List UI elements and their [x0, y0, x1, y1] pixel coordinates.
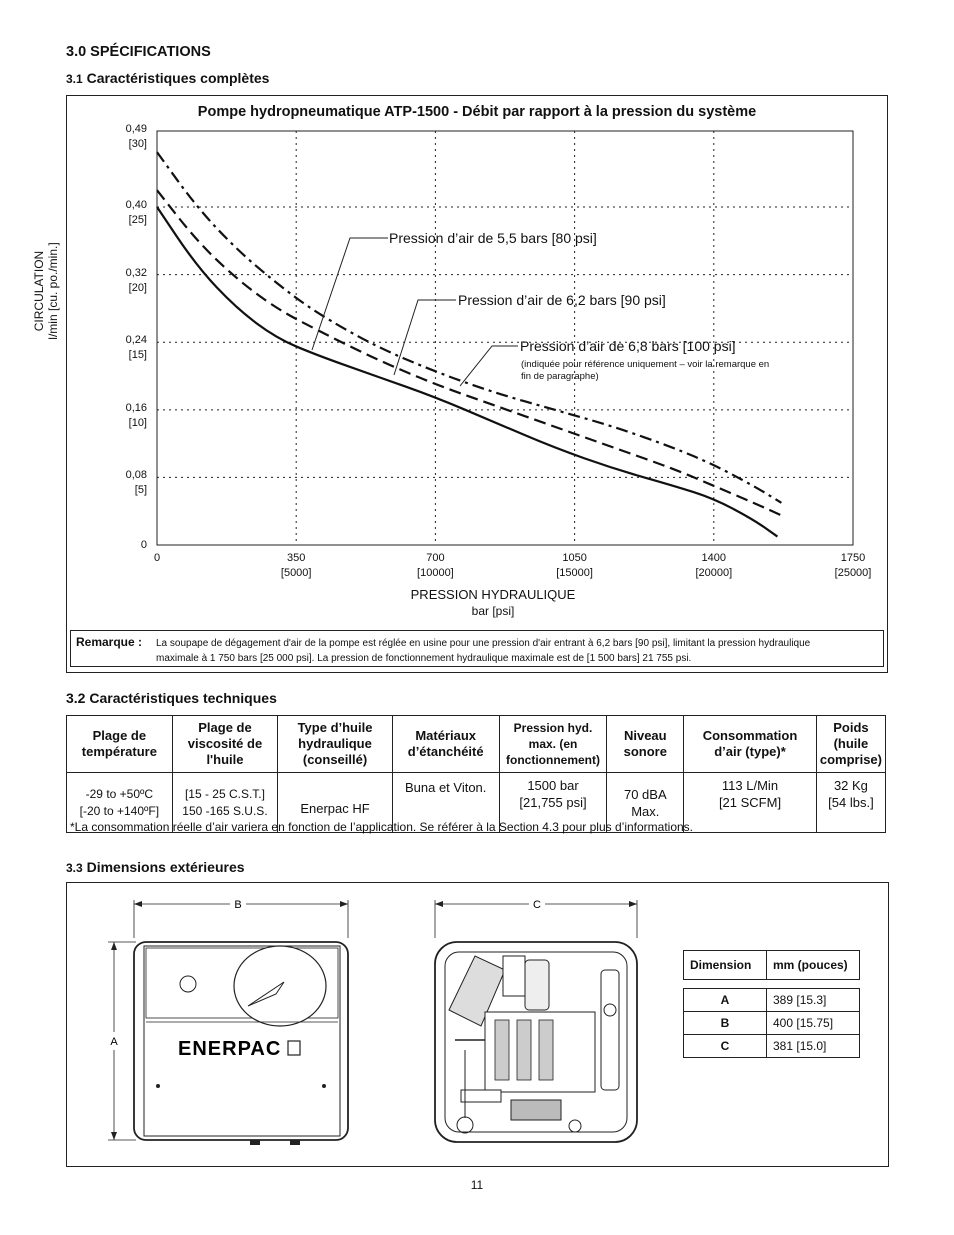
- remark-box: [70, 630, 884, 667]
- spec-value-weight: 32 Kg [54 lbs.]: [816, 773, 885, 833]
- spec-header-noise: Niveau sonore: [607, 716, 684, 773]
- y-tick-label-3: 0,24 [15]: [125, 334, 147, 362]
- dim-row-c-label: C: [684, 1035, 767, 1058]
- leader-line-90psi: [394, 300, 456, 375]
- spec-value-viscosity: [15 - 25 C.S.T.] 150 -165 S.U.S.: [172, 773, 278, 833]
- subsection-3-3-title: Dimensions extérieures: [86, 859, 245, 875]
- subsection-3-2-title: 3.2 Caractéristiques techniques: [66, 690, 277, 706]
- spec-value-noise: 70 dBA Max.: [607, 773, 684, 833]
- dim-header-mm: mm (pouces): [767, 951, 860, 980]
- dim-row-b: [684, 1012, 860, 1035]
- page-number: 11: [470, 1178, 484, 1192]
- pressure-gauge: [234, 946, 326, 1026]
- pump-side-drawing: [425, 890, 655, 1160]
- air-consumption-footnote: *La consommation réelle d’air variera en fonction de l’application. Se référer à la Section 4.3 pour plus d’informations.: [70, 820, 694, 834]
- spec-value-oil-type: Enerpac HF: [278, 773, 393, 833]
- x-axis-label-line1: PRESSION HYDRAULIQUE: [410, 587, 576, 602]
- spec-header-air-consumption: Consommation d’air (type)*: [684, 716, 817, 773]
- x-tick-label-0: 0: [153, 552, 161, 564]
- annotation-100psi-note-line1: (indiquée pour référence uniquement – voir la remarque en: [521, 359, 770, 370]
- spec-value-air-consumption: 113 L/Min [21 SCFM]: [684, 773, 817, 833]
- y-tick-label-1: 0,40 [25]: [125, 199, 147, 227]
- x-axis-label-line2: bar [psi]: [471, 604, 515, 618]
- y-tick-label-6: 0: [140, 539, 147, 551]
- subsection-3-3-number: 3.3: [66, 861, 83, 875]
- dimensions-table: [683, 950, 860, 1058]
- remark-label: Remarque :: [76, 635, 143, 649]
- dim-row-b-label: B: [684, 1012, 767, 1035]
- remark-line1: La soupape de dégagement d'air de la pompe est réglée en usine pour une pression d'air entrant à 6,2 bars [90 psi], limitant la pression hydraulique: [156, 638, 811, 649]
- annotation-100psi: Pression d’air de 6,8 bars [100 psi]: [520, 338, 736, 354]
- section-title: 3.0 SPÉCIFICATIONS: [66, 44, 211, 60]
- spec-value-max-pressure: 1500 bar [21,755 psi]: [499, 773, 607, 833]
- dim-row-a-label: A: [684, 989, 767, 1012]
- dim-row-c: [684, 1035, 860, 1058]
- dim-row-b-value: 400 [15.75]: [767, 1012, 860, 1035]
- spec-header-seals: Matériaux d’étanchéité: [392, 716, 499, 773]
- x-tick-label-1: 350 [5000]: [280, 552, 312, 579]
- annotation-80psi: Pression d’air de 5,5 bars [80 psi]: [389, 230, 597, 246]
- spec-header-weight: Poids (huile comprise): [816, 716, 885, 773]
- remark-text: [156, 636, 879, 666]
- y-axis-label-line1: CIRCULATION: [32, 250, 46, 332]
- dim-row-a: [684, 989, 860, 1012]
- x-tick-label-5: 1750 [25000]: [834, 552, 872, 579]
- dimension-label-c: C: [533, 899, 541, 911]
- x-tick-label-4: 1400 [20000]: [695, 552, 733, 579]
- y-axis-label-line2: l/min [cu. po./min.]: [46, 242, 60, 340]
- dimensions-table-header: [684, 951, 860, 980]
- series-line-2: [157, 152, 781, 503]
- x-tick-label-3: 1050 [15000]: [556, 552, 593, 579]
- spec-header-viscosity: Plage de viscosité de l'huile: [172, 716, 278, 773]
- brand-logo-text: ENERPAC: [178, 1038, 282, 1060]
- chart-title: Pompe hydropneumatique ATP-1500 - Débit par rapport à la pression du système: [197, 104, 757, 120]
- annotation-90psi: Pression d’air de 6,2 bars [90 psi]: [458, 292, 666, 308]
- subsection-3-1-title: Caractéristiques complètes: [86, 70, 270, 86]
- technical-specs-table: [66, 715, 886, 833]
- dim-row-c-value: 381 [15.0]: [767, 1035, 860, 1058]
- subsection-3-1-number: 3.1: [66, 72, 83, 86]
- subsection-3-3-heading: [66, 859, 245, 875]
- spec-header-row: [67, 716, 886, 773]
- y-tick-label-4: 0,16 [10]: [125, 401, 147, 429]
- spec-header-temperature: Plage de température: [67, 716, 173, 773]
- spec-value-temperature: -29 to +50ºC [-20 to +140ºF]: [67, 773, 173, 833]
- leader-line-100psi: [460, 346, 518, 386]
- dimension-label-a: A: [110, 1036, 118, 1048]
- dimension-label-b: B: [234, 899, 242, 911]
- y-tick-label-0: 0,49 [30]: [125, 123, 147, 150]
- remark-line2: maximale à 1 750 bars [25 000 psi]. La pression de fonctionnement hydraulique maximale est de [1 500 bars] 21 755 psi.: [156, 653, 692, 664]
- y-tick-label-5: 0,08 [5]: [125, 469, 147, 497]
- pump-front-drawing: [100, 890, 380, 1160]
- series-line-0: [157, 207, 777, 537]
- annotation-100psi-note-line2: fin de paragraphe): [521, 371, 599, 382]
- spec-header-oil-type: Type d’huile hydraulique (conseillé): [278, 716, 393, 773]
- spec-value-seals: Buna et Viton.: [392, 773, 499, 833]
- y-tick-label-2: 0,32 [20]: [125, 266, 147, 294]
- dim-row-a-value: 389 [15.3]: [767, 989, 860, 1012]
- dim-header-dimension: Dimension: [684, 951, 767, 980]
- spec-header-max-pressure: Pression hyd. max. (en fonctionnement): [499, 716, 607, 773]
- x-tick-label-2: 700 [10000]: [417, 552, 454, 579]
